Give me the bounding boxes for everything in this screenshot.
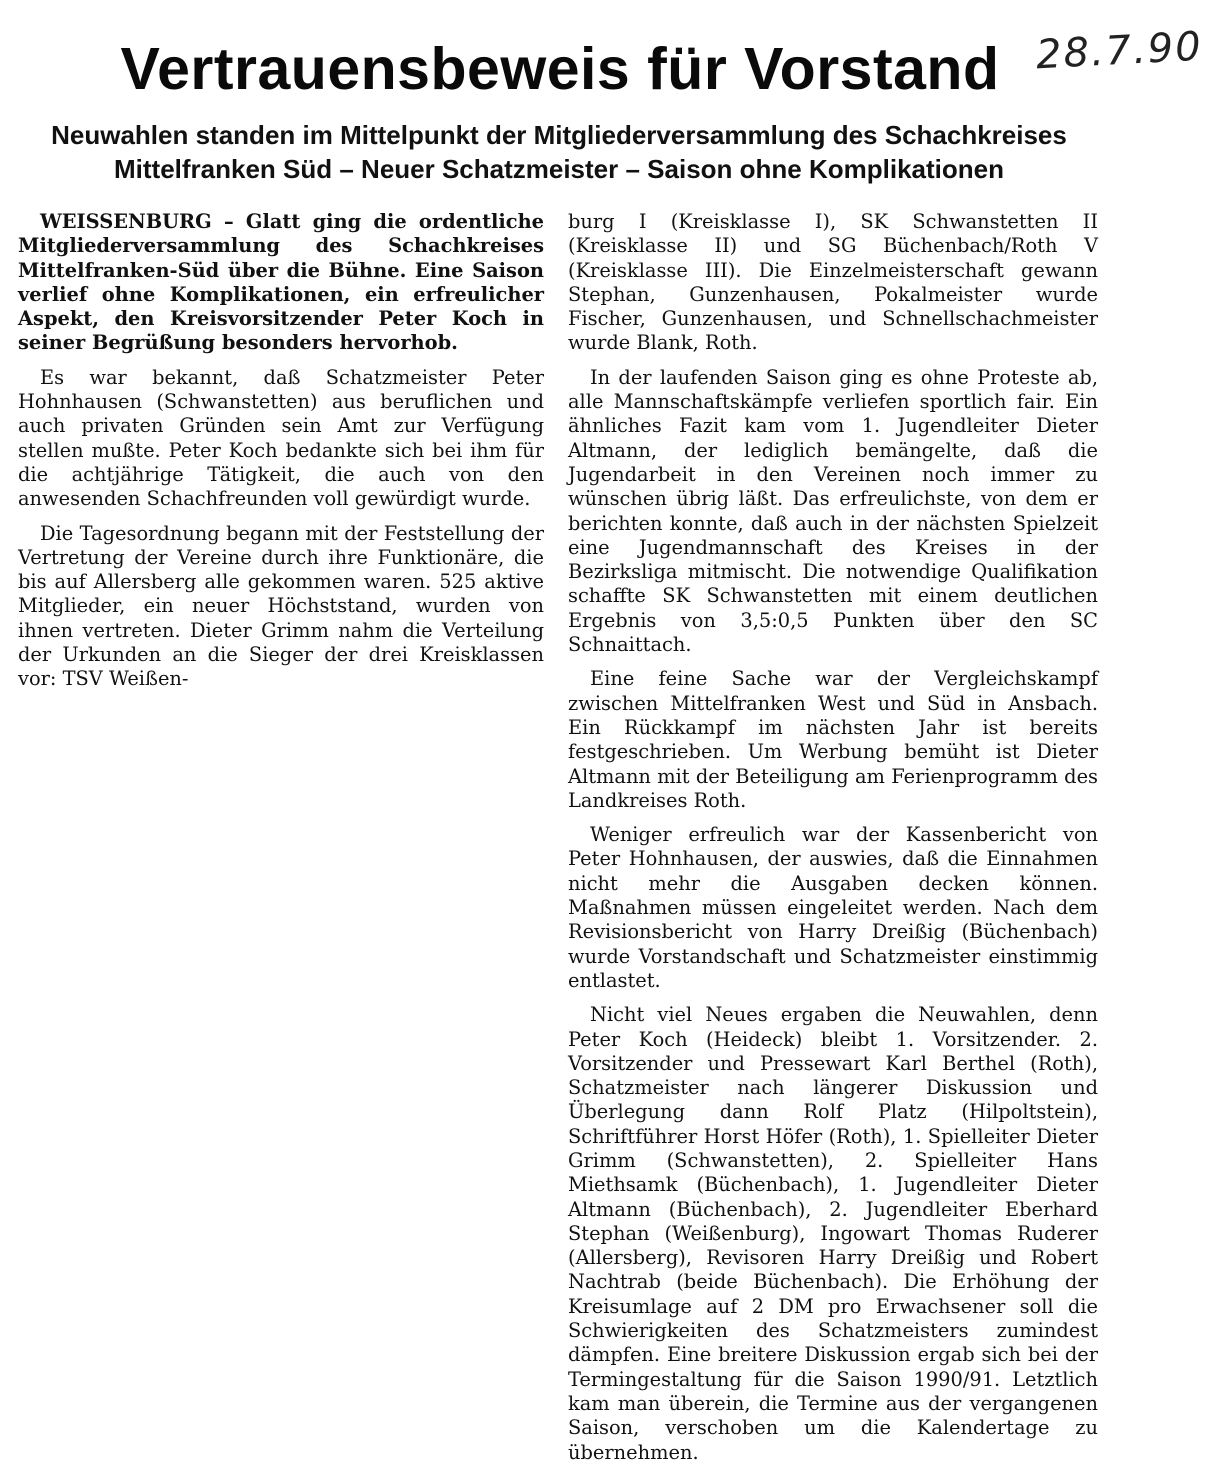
article-column-left xyxy=(18,210,544,702)
handwritten-date: 28.7.90 xyxy=(1034,23,1204,79)
body-paragraph: Eine feine Sache war der Vergleichskampf zwischen Mittelfranken West und Süd in Ansbach. Ein Rückkampf im nächsten Jahr ist bereits festgeschrieben. Um Werbung bemüht ist Dieter Altmann mit der Beteiligung am Ferienprogramm des Landkreises Roth. xyxy=(568,667,1098,812)
article-column-right xyxy=(568,210,1098,1475)
body-paragraph: Es war bekannt, daß Schatzmeister Peter Hohnhausen (Schwanstetten) aus beruflichen und auch privaten Gründen sein Amt zur Verfügung stellen mußte. Peter Koch bedankte sich bei ihm für die achtjährige Tätigkeit, die auch von den anwesenden Schachfreunden voll gewürdigt wurde. xyxy=(18,365,544,511)
body-paragraph: In der laufenden Saison ging es ohne Proteste ab, alle Mannschaftskämpfe verliefen sportlich fair. Ein ähnliches Fazit kam vom 1. Jugendleiter Dieter Altmann, der lediglich bemängelte, daß die Jugendarbeit in den Vereinen noch immer zu wünschen übrig läßt. Das erfreulichste, von dem er berichten konnte, daß auch in der nächsten Spielzeit eine Jugendmannschaft des Kreises in der Bezirksliga mitmischt. Die notwendige Qualifikation schaffte SK Schwanstetten mit einem deutlichen Ergebnis von 3,5:0,5 Punkten über den SC Schnaittach. xyxy=(568,365,1098,657)
subheadline: Neuwahlen standen im Mittelpunkt der Mitgliederversammlung des Schachkreises Mittelfranken Süd – Neuer Schatzmeister – Saison ohne Komplikationen xyxy=(51,120,1067,184)
body-paragraph: Nicht viel Neues ergaben die Neuwahlen, denn Peter Koch (Heideck) bleibt 1. Vorsitzender. 2. Vorsitzender und Pressewart Karl Berthel (Roth), Schatzmeister nach längerer Diskussion und Überlegung dann Rolf Platz (Hilpoltstein), Schriftführer Horst Höfer (Roth), 1. Spielleiter Dieter Grimm (Schwanstetten), 2. Spielleiter Hans Miethsamk (Büchenbach), 1. Jugendleiter Dieter Altmann (Büchenbach), 2. Jugendleiter Eberhard Stephan (Weißenburg), Ingowart Thomas Ruderer (Allersberg), Revisoren Harry Dreißig und Robert Nachtrab (beide Büchenbach). Die Erhöhung der Kreisumlage auf 2 DM pro Erwachsener soll die Schwierigkeiten des Schatzmeisters zumindest dämpfen. Eine breitere Diskussion ergab sich bei der Termingestaltung für die Saison 1990/91. Letztlich kam man überein, die Termine aus der vergangenen Saison, verschoben um die Kalendertage zu übernehmen. xyxy=(568,1003,1098,1464)
lead-paragraph: WEISSENBURG – Glatt ging die ordentliche Mitgliederversammlung des Schachkreises Mittelfranken-Süd über die Bühne. Eine Saison verlief ohne Komplikationen, ein erfreulicher Aspekt, den Kreisvorsitzender Peter Koch in seiner Begrüßung besonders hervorhob. xyxy=(18,210,544,355)
headline: Vertrauensbeweis für Vorstand xyxy=(120,36,1000,102)
body-paragraph: Weniger erfreulich war der Kassenbericht von Peter Hohnhausen, der auswies, daß die Einnahmen nicht mehr die Ausgaben decken können. Maßnahmen müssen eingeleitet werden. Nach dem Revisionsbericht von Harry Dreißig (Büchenbach) wurde Vorstandschaft und Schatzmeister einstimmig entlastet. xyxy=(568,823,1098,992)
body-paragraph: burg I (Kreisklasse I), SK Schwanstetten II (Kreisklasse II) und SG Büchenbach/Roth V (Kreisklasse III). Die Einzelmeisterschaft gewann Stephan, Gunzenhausen, Pokalmeister wurde Fischer, Gunzenhausen, und Schnellschachmeister wurde Blank, Roth. xyxy=(568,210,1098,355)
body-paragraph: Die Tagesordnung begann mit der Feststellung der Vertretung der Vereine durch ihre Funktionäre, die bis auf Allersberg alle gekommen waren. 525 aktive Mitglieder, ein neuer Höchststand, wurden von ihnen vertreten. Dieter Grimm nahm die Verteilung der Urkunden an die Sieger der drei Kreisklassen vor: TSV Weißen- xyxy=(18,521,544,691)
